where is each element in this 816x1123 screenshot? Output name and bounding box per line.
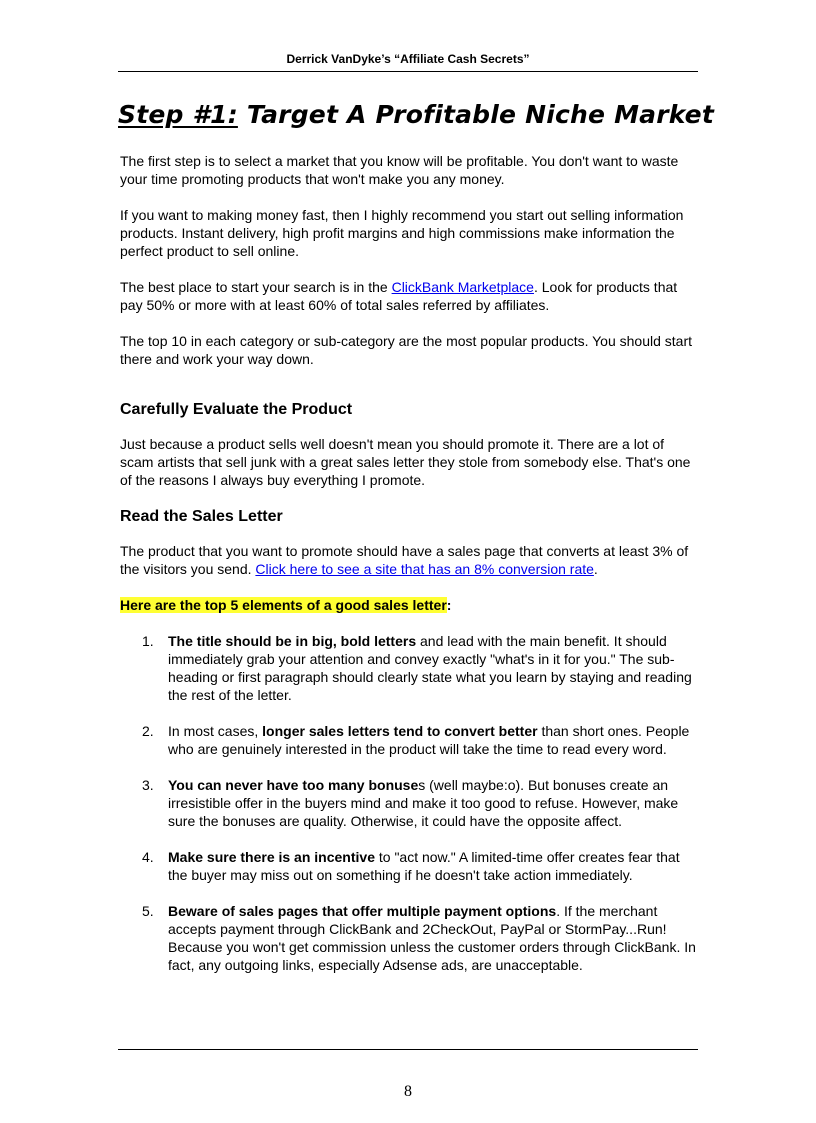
list-number: 1. bbox=[142, 633, 154, 649]
sales-text-after: . bbox=[593, 561, 598, 577]
page-title bbox=[118, 100, 714, 129]
paragraph-top-10: The top 10 in each category or sub-category are the most popular products. You should start there and work your way down. bbox=[120, 333, 693, 367]
list-number: 4. bbox=[142, 849, 154, 865]
paragraph-evaluate: Just because a product sells well doesn't mean you should promote it. There are a lot of scam artists that sell junk with a great sales letter they stole from somebody else. That's one of the reasons I always buy everything I promote. bbox=[120, 436, 691, 488]
paragraph-intro: The first step is to select a market that you know will be profitable. You don't want to waste your time promoting products that won't make you any money. bbox=[120, 153, 679, 187]
page-number: 8 bbox=[404, 1083, 412, 1100]
list-bold: longer sales letters tend to convert better bbox=[262, 723, 538, 739]
sales-text-before: The product that you want to promote should have a sales page that converts at least 3% of the visitors you send. bbox=[120, 543, 689, 577]
title-text: Target A Profitable Niche Market bbox=[246, 100, 714, 129]
header-rule bbox=[118, 71, 698, 72]
paragraph-sales-page bbox=[120, 542, 700, 578]
paragraph-clickbank bbox=[120, 278, 700, 314]
body-content bbox=[120, 152, 700, 992]
list-item bbox=[120, 632, 700, 704]
list-item bbox=[120, 722, 700, 758]
clickbank-text-after: . Look for products that pay 50% or more with at least 60% of total sales referred by affiliates. bbox=[120, 279, 678, 313]
list-rest: and lead with the main benefit. It should immediately grab your attention and convey exactly "what's in it for you." The sub-heading or first paragraph should clearly state what you learn by staying and reading the rest of the letter. bbox=[168, 633, 692, 703]
list-pre: In most cases, bbox=[168, 723, 263, 739]
list-rest: than short ones. People who are genuinely interested in the product will take the time to read every word. bbox=[168, 723, 690, 757]
clickbank-marketplace-link[interactable]: ClickBank Marketplace bbox=[391, 279, 534, 295]
list-rest: . If the merchant accepts payment through ClickBank and 2CheckOut, PayPal or StormPay...Run! Because you won't get commission unless the customer orders through ClickBank. In fact, any outgoing links, especially Adsense ads, are unacceptable. bbox=[168, 903, 696, 973]
list-item bbox=[120, 902, 700, 974]
running-header: Derrick VanDyke’s “Affiliate Cash Secrets” bbox=[286, 52, 530, 66]
list-item bbox=[120, 776, 700, 830]
list-bold: Make sure there is an incentive bbox=[168, 849, 375, 865]
title-step: Step #1: bbox=[118, 100, 238, 129]
highlighted-intro: Here are the top 5 elements of a good sales letter bbox=[120, 597, 447, 613]
list-item bbox=[120, 848, 700, 884]
list-rest: s (well maybe:o). But bonuses create an irresistible offer in the buyers mind and make it too good to refuse. However, make sure the bonuses are quality. Otherwise, it could have the opposite affect. bbox=[168, 777, 679, 829]
paragraph-info-products: If you want to making money fast, then I highly recommend you start out selling information products. Instant delivery, high profit margins and high commissions make information the perfect product to sell online. bbox=[120, 207, 684, 259]
list-number: 2. bbox=[142, 723, 154, 739]
clickbank-text-before: The best place to start your search is in the bbox=[120, 279, 392, 295]
list-number: 3. bbox=[142, 777, 154, 793]
conversion-rate-link[interactable]: Click here to see a site that has an 8% conversion rate bbox=[255, 561, 594, 577]
list-bold: The title should be in big, bold letters bbox=[168, 633, 417, 649]
footer-rule bbox=[118, 1049, 698, 1050]
list-rest: to "act now." A limited-time offer creates fear that the buyer may miss out on something if he doesn't take action immediately. bbox=[168, 849, 680, 883]
sales-letter-elements-list bbox=[120, 632, 700, 974]
heading-evaluate-product: Carefully Evaluate the Product bbox=[120, 401, 353, 418]
list-bold: Beware of sales pages that offer multiple payment options bbox=[168, 903, 557, 919]
list-number: 5. bbox=[142, 903, 154, 919]
highlight-line bbox=[120, 596, 700, 614]
list-bold: You can never have too many bonuse bbox=[168, 777, 419, 793]
highlight-colon: : bbox=[446, 597, 452, 613]
heading-read-sales-letter: Read the Sales Letter bbox=[120, 508, 283, 525]
